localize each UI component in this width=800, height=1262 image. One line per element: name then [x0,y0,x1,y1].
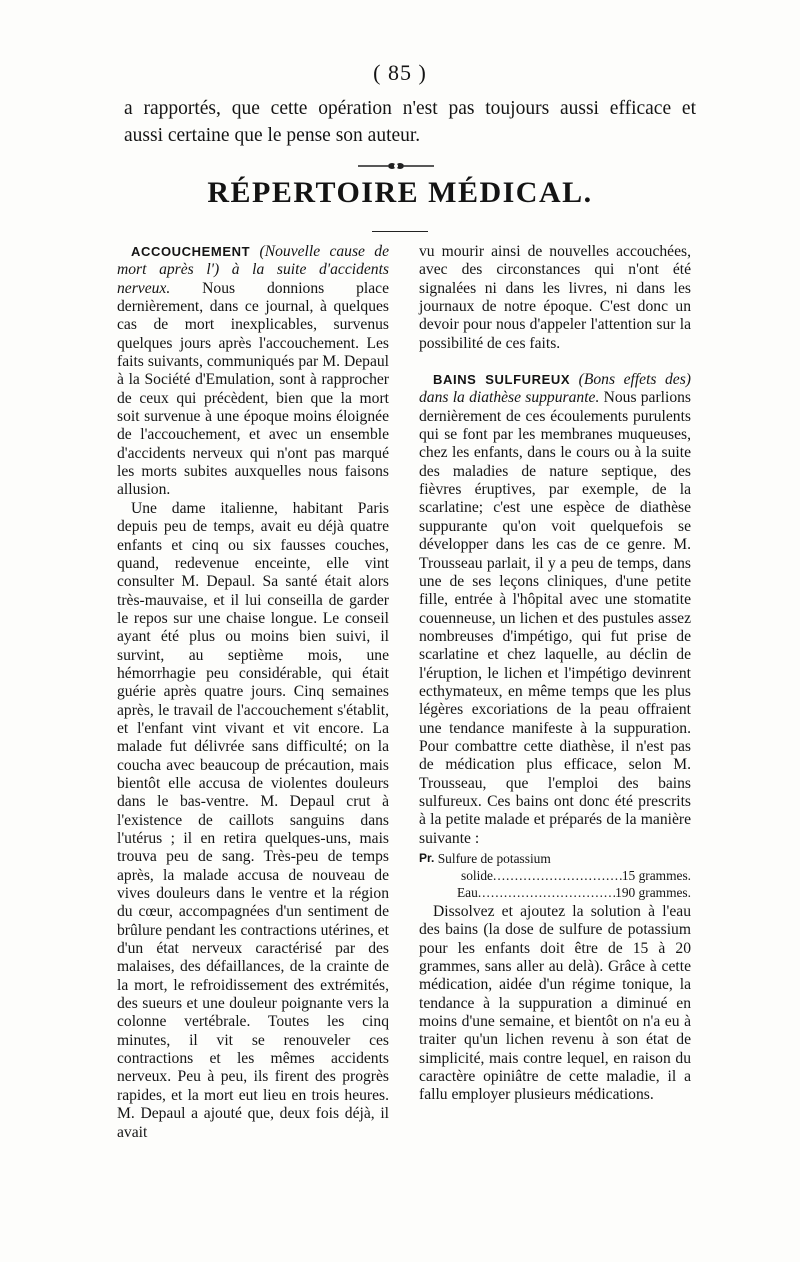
leader-dots [493,867,622,884]
recipe-item-name: Eau [457,885,478,900]
right-column [419,243,691,1105]
intro-paragraph [124,95,696,149]
entry-text: Nous parlions dernièrement de ces écoulements purulents qui se font par les membranes muqueuses, chez les enfants, dans le cours ou à la suite des maladies de nature septique, des fièvres éruptives, par exemple, de la scarlatine; c'est une espèce de diathèse suppurante qu'on voit quelquefois se développer dans les cas de ce genre. M. Trousseau parlait, il y a peu de temps, dans une de ses leçons cliniques, d'une petite fille, entrée à l'hôpital avec une stomatite couenneuse, un lichen et des pustules assez nombreuses d'impétigo, qui fut prise de scarlatine et chez laquelle, au déclin de l'éruption, le lichen et l'impétigo devinrent ecthymateux, en même temps que les plus légères excoriations de la peau offraient une tendance manifeste à la suppuration. Pour combattre cette diathèse, il n'est pas de médication plus efficace, selon M. Trousseau, que l'emploi des bains sulfureux. Ces bains ont donc été prescrits à la petite malade et préparés de la manière suivante : [419,389,691,847]
recipe-ingredient: Sulfure de potassium [437,851,551,866]
recipe-item-name: solide [461,868,493,883]
entry-subheading: (Nouvelle cause de mort après l') à la suite d'accidents nerveux. [117,243,390,297]
page-number: ( 85 ) [373,60,427,85]
entry-subheading: (Bons effets des) dans la diathèse suppurante. [419,371,691,407]
entry-text: Nous donnions place dernièrement, dans ce journal, à quelques cas de mort inexplicables, survenus quelques jours après l'accouchement. Les faits suivants, communiqués par M. Depaul à la Société d'Emulation, sont à rapprocher de ceux qui précèdent, bien que la mort soit survenue à une époque moins éloignée de l'accouchement, et avec un ensemble d'accidents nerveux qui n'ont pas marqué les morts subites auxquelles nous faisons allusion. [117,279,389,499]
ornament-divider [356,161,436,171]
entry-bains-paragraph-2: Dissolvez et ajoutez la solution à l'eau des bains (la dose de sulfure de potassium pour les enfants doit être de 15 à 20 grammes, sans aller au delà). Grâce à cette médication, aidée d'un régime tonique, la tendance à la suppuration a diminué en moins d'une semaine, et bientôt on n'a eu à traiter qu'un lichen revenu à son état de simplicité, mais contre lequel, en raison du caractère opiniâtre de cette maladie, il a fallu employer plusieurs médications. [419,903,691,1104]
entry-heading: BAINS SULFUREUX [433,372,571,388]
entry-accouchement-paragraph-2: Une dame italienne, habitant Paris depuis peu de temps, avait eu déjà quatre enfants et cinq ou six fausses couches, quand, redevenue enceinte, elle vint consulter M. Depaul. Sa santé était alors très-mauvaise, et il lui conseilla de garder le repos sur une chaise longue. Le conseil ayant été plus ou moins bien suivi, il survint, au septième mois, une hémorrhagie peu considérable, qui était guérie après quatre jours. Cinq semaines après, le travail de l'accouchement s'établit, et l'enfant vint vivant et vit encore. La malade fut délivrée sans difficulté; on la coucha avec beaucoup de précaution, mais bientôt elle accusa de violentes douleurs dans le bas-ventre. M. Depaul crut à l'existence de caillots sanguins dans l'utérus ; il en retira quelques-uns, mais trouva peu de sang. Très-peu de temps après, la malade accusa de nouveau de vives douleurs dans le ventre et la région du cœur, accompagnées d'un sentiment de brûlure pendant les contractions utérines, et d'un état nerveux caractérisé par des malaises, des défaillances, de la crainte de la mort, le refroidissement des extrémités, des sueurs et une douleur poignante vers la colonne vertébrale. Toutes les cinq minutes, il vit se renouveler ces contractions et les mêmes accidents nerveux. Peu à peu, ils firent des progrès rapides, et la mort eut lieu en trois heures. M. Depaul a ajouté que, deux fois déjà, il avait [117,499,389,1141]
section-title: RÉPERTOIRE MÉDICAL. [207,176,593,209]
entry-accouchement-paragraph-1 [117,243,389,500]
recipe-line [419,884,691,901]
recipe-item-quantity: 190 grammes. [615,885,691,900]
leader-dots [478,884,615,901]
recipe-line [419,867,691,884]
recipe-item-quantity: 15 grammes. [621,868,691,883]
recipe-block [419,850,691,901]
entry-bains-paragraph-1 [419,371,691,848]
recipe-line [419,850,691,867]
intro-line-1: a rapportés, que cette opération n'est pas toujours aussi efficace et [124,98,696,119]
recipe-prefix: Pr. [419,851,435,865]
left-column [117,243,389,1142]
entry-heading: ACCOUCHEMENT [131,244,251,259]
title-rule [372,231,428,232]
intro-line-2: aussi certaine que le pense son auteur. [124,125,421,146]
entry-accouchement-paragraph-3: vu mourir ainsi de nouvelles accouchées, avec des circonstances qui n'ont été signalées ni dans les livres, ni dans les journaux de notre époque. C'est donc un devoir pour nous d'appeler l'attention sur la possibilité de ces faits. [419,243,691,352]
